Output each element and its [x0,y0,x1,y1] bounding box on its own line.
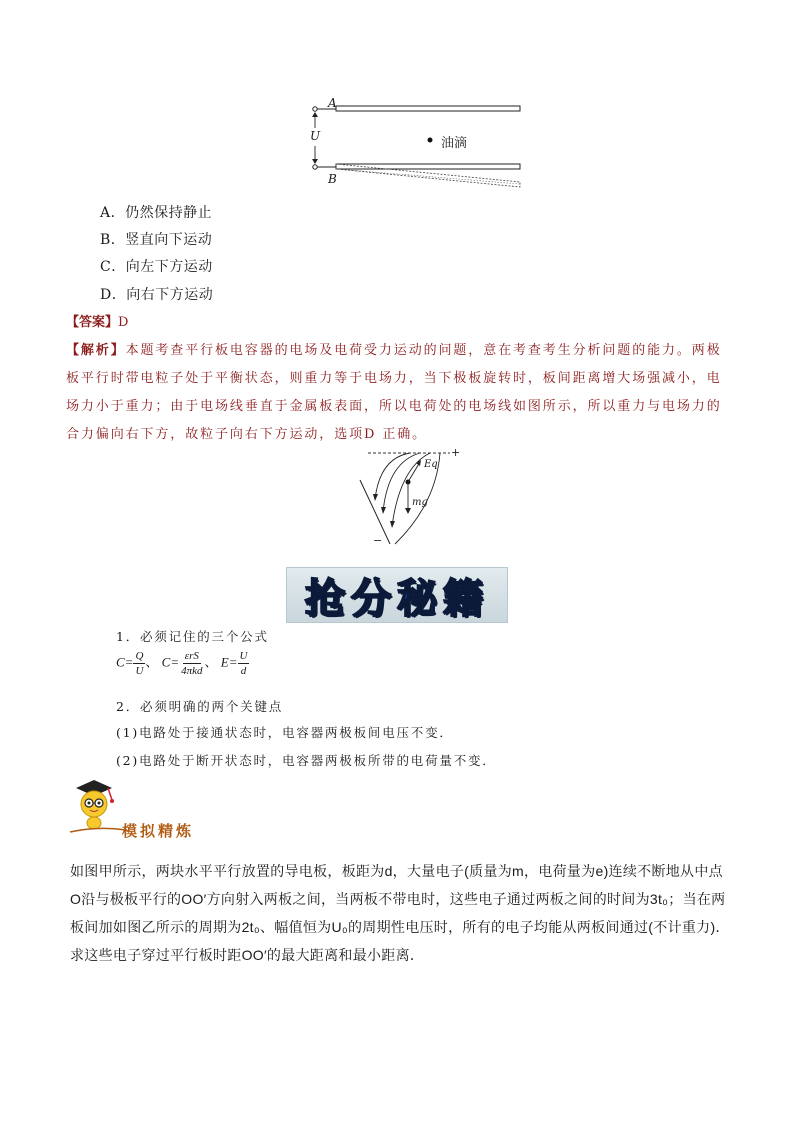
label-mg: mg [412,497,428,508]
label-minus: − [373,534,383,547]
option-b: B．竖直向下运动 [100,232,213,248]
tips-banner-text: 抢分秘籍 [305,575,489,622]
option-c: C．向左下方运动 [100,259,213,275]
tips-point-1: (1)电路处于接通状态时，电容器两极板间电压不变． [116,725,454,740]
tips-item-1: 1．必须记住的三个公式 [116,629,269,644]
answer-tag: 【答案】 [66,315,119,330]
analysis-paragraph [66,337,730,449]
analysis-tag: 【解析】 [66,343,126,358]
tips-item-2: 2．必须明确的两个关键点 [116,699,284,714]
mascot-icon [68,776,128,836]
option-d: D．向右下方运动 [100,287,214,303]
option-a: A．仍然保持静止 [100,205,213,221]
analysis-text: 本题考查平行板电容器的电场及电荷受力运动的问题，意在考查考生分析问题的能力。两极板平行时带电粒子处于平衡状态，则重力等于电场力，当下极板旋转时，板间距离增大场强减小，电场力小于重力；由于电场线垂直于金属板表面，所以电荷处的电场线如图所示，所以重力与电场力的合力偏向右下方，故粒子向右下方运动，选项D 正确。 [66,343,722,442]
tips-banner [286,567,508,623]
answer-line [66,311,128,330]
field-lines-figure [340,444,470,554]
label-plus: + [451,446,461,459]
tips-point-2: (2)电路处于断开状态时，电容器两极板所带的电荷量不变． [116,753,497,768]
practice-label: 模拟精炼 [122,822,195,840]
label-u: U [310,129,321,143]
answer-value: D [118,315,129,330]
label-b: B [328,172,337,186]
formula-line: C= $\frac{Q}{U}$ 、 C= $\frac{\text{εrS}}{\text{4πkd}}$ 、 E= $\frac{U}{d}$ [116,650,248,677]
label-eq: Eq [424,459,438,470]
label-a: A [328,96,337,110]
practice-problem: 如图甲所示，两块水平平行放置的导电板，板距为d，大量电子(质量为m，电荷量为e)连续不断地从中点O沿与极板平行的OO′方向射入两板之间，当两板不带电时，这些电子通过两板之间的时间为3t₀；当在两板间加如图乙所示的周期为2t₀、幅值恒为U₀的周期性电压时，所有的电子均能从两板间通过(不计重力)．求这些电子穿过平行板时距OO′的最大距离和最小距离． [70,863,730,963]
oil-drop-label: 油滴 [441,136,468,151]
